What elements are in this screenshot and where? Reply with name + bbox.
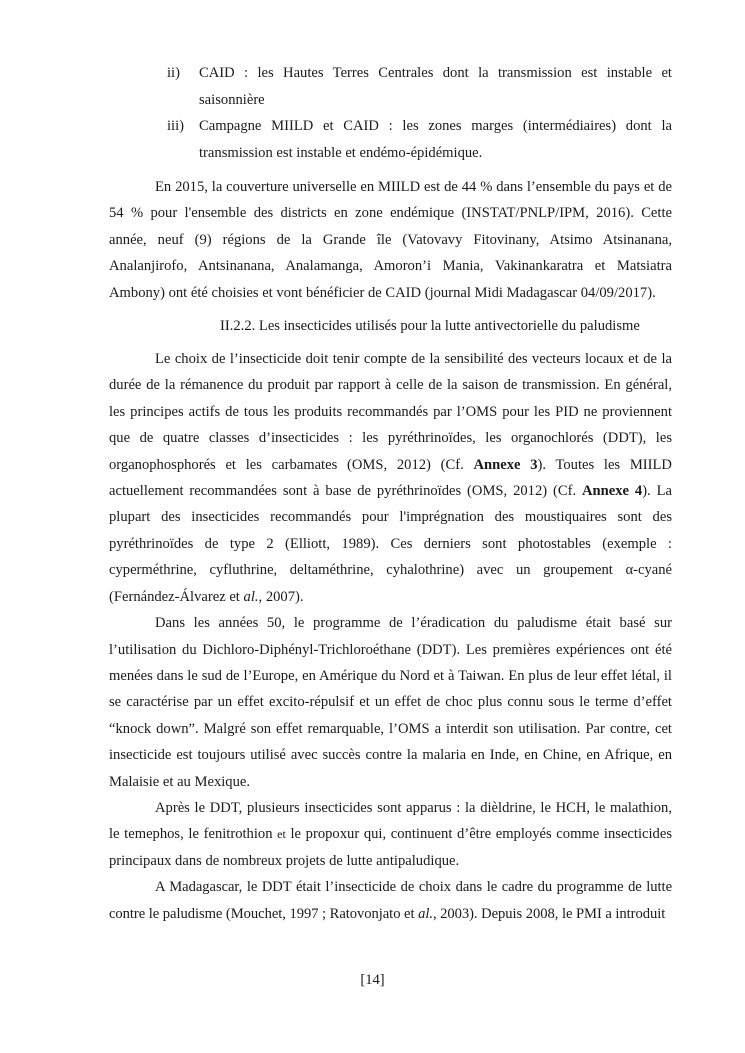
et-al-italic: al. [418, 905, 433, 922]
annex-4-reference: Annexe 4 [581, 483, 643, 500]
paragraph-ddt-history: Dans les années 50, le programme de l’éradication du paludisme était basé sur l’utilisation du Dichloro-Diphényl-Trichloroéthane (DDT). Les premières expériences ont été menées dans le sud de l’Europe, en Amérique du Nord et à Taiwan. En plus de leur effet létal, il se caractérise par un effet excito-répulsif et un effet de choc plus connu sous le terme d’effet “knock down”. Malgré son effet remarquable, l’OMS a interdit son utilisation. Par contre, cet insecticide est toujours utilisé avec succès contre la malaria en Inde, en Chine, en Afrique, en Malaisie et au Mexique. [109, 615, 672, 790]
text-run: , 2003). Depuis 2008, le PMI a introduit [432, 905, 666, 922]
annex-3-reference: Annexe 3 [473, 456, 538, 473]
text-run: le propoxur qui, continuent d’être employés comme insecticides principaux dans de nombreux projets de lutte antipaludique. [109, 826, 672, 869]
paragraph-coverage: En 2015, la couverture universelle en MIILD est de 44 % dans l’ensemble du pays et de 54 % pour l'ensemble des districts en zone endémique (INSTAT/PNLP/IPM, 2016). Cette année, neuf (9) régions de la Grande île (Vatovavy Fitovinany, Atsimo Atsinanana, Analanjirofo, Antsinanana, Analamanga, Amoron’i Mania, Vakinankaratra et Matsiatra Ambony) ont été choisies et vont bénéficier de CAID (journal Midi Madagascar 04/09/2017). [109, 179, 672, 301]
section-heading: II.2.2. Les insecticides utilisés pour la lutte antivectorielle du paludisme [220, 318, 640, 335]
text-run: , 2007). [258, 588, 304, 605]
list-item [109, 113, 672, 166]
small-conjunction: et [277, 827, 286, 842]
list-number: iii) [167, 118, 185, 134]
text-run: Le choix de l’insecticide doit tenir compte de la sensibilité des vecteurs locaux et de la durée de la rémanence du produit par rapport à celle de la saison de transmission. En général, les principes actifs de tous les produits recommandés par l’OMS pour les PID ne proviennent que de quatre classes d’insecticides : les pyréthrinoïdes, les organochlorés (DDT), les organophosphorés et les carbamates (OMS, 2012) (Cf. [109, 351, 672, 473]
text-run: Après le DDT, plusieurs insecticides sont apparus : la dièldrine, le HCH, le malathion, le temephos, le fenitrothion [109, 799, 672, 843]
paragraph-other-insecticides [109, 795, 672, 874]
list-text: Campagne MIILD et CAID : les zones marges (intermédiaires) dont la transmission est instable et endémo-épidémique. [199, 118, 672, 161]
text-run: ). Toutes les MIILD actuellement recommandées sont à base de pyréthrinoïdes (OMS, 2012) (Cf. [109, 456, 672, 500]
et-al-italic: al. [243, 588, 259, 605]
document-body [109, 60, 672, 927]
paragraph-insecticide-choice [109, 346, 672, 610]
list-text: CAID : les Hautes Terres Centrales dont la transmission est instable et saisonnière [199, 65, 672, 108]
paragraph-madagascar [109, 874, 672, 927]
text-run: A Madagascar, le DDT était l’insecticide de choix dans le cadre du programme de lutte contre le paludisme (Mouchet, 1997 ; Ratovonjato et [109, 879, 672, 922]
zone-list [109, 60, 672, 166]
list-number: ii) [167, 65, 180, 81]
text-run: ). La plupart des insecticides recommandés pour l'imprégnation des moustiquaires sont des pyréthrinoïdes de type 2 (Elliott, 1989). Ces derniers sont photostables (exemple : cyperméthrine, cyfluthrine, deltaméthrine, cyhalothrine) avec un groupement α-cyané (Fernández-Álvarez et [109, 483, 672, 605]
page-number: [14] [360, 972, 385, 988]
list-item [109, 60, 672, 113]
